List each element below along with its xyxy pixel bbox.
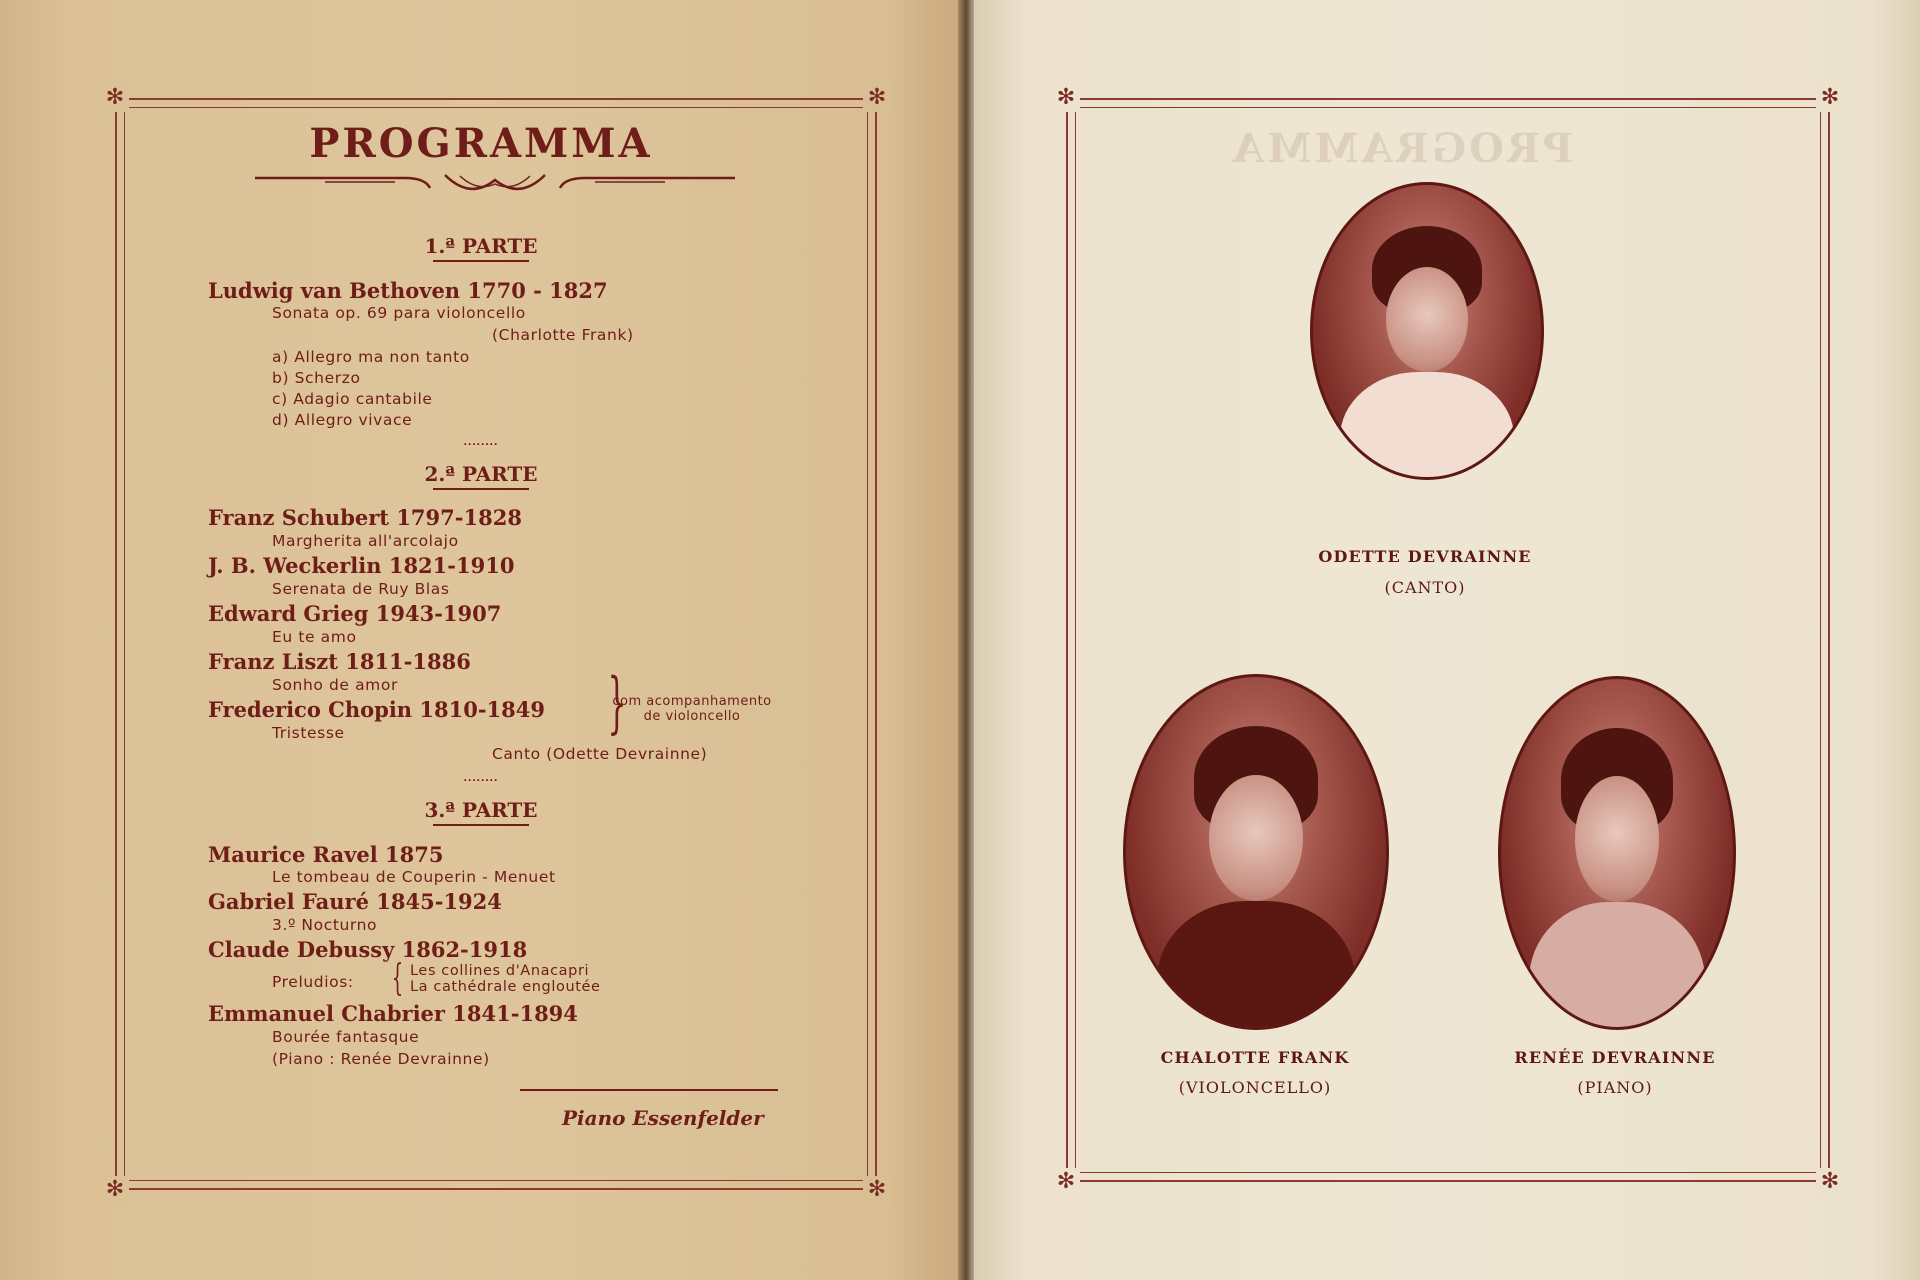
part2-heading: 2.ª PARTE xyxy=(0,462,962,490)
accompaniment-note: com acompanhamento de violoncello xyxy=(612,694,772,724)
title-flourish-icon xyxy=(255,170,735,200)
prelude-title: Les collines d'Anacapri xyxy=(410,963,590,979)
movement-item: a) Allegro ma non tanto xyxy=(272,348,470,366)
performer-credit: Canto (Odette Devrainne) xyxy=(492,745,708,763)
corner-ornament-icon: ✻ xyxy=(863,84,891,112)
piano-maker-credit: Piano Essenfelder xyxy=(562,1106,764,1130)
composer-ravel: Maurice Ravel 1875 xyxy=(208,842,444,867)
performer-credit: (Piano : Renée Devrainne) xyxy=(272,1050,490,1068)
movement-item: b) Scherzo xyxy=(272,369,361,387)
brace-icon: } xyxy=(607,664,627,741)
composer-schubert: Franz Schubert 1797-1828 xyxy=(208,505,522,530)
artist-role: (VIOLONCELLO) xyxy=(1178,1078,1332,1097)
corner-ornament-icon: ✻ xyxy=(1816,84,1844,112)
separator-dots: ........ xyxy=(463,434,499,448)
divider-rule xyxy=(520,1089,778,1091)
corner-ornament-icon: ✻ xyxy=(101,1176,129,1204)
composer-grieg: Edward Grieg 1943-1907 xyxy=(208,601,502,626)
portrait-renee-devrainne xyxy=(1498,676,1736,1030)
corner-ornament-icon: ✻ xyxy=(101,84,129,112)
booklet-spine xyxy=(958,0,974,1280)
performer-credit: (Charlotte Frank) xyxy=(492,326,634,344)
bleed-through-title: PROGRAMMA xyxy=(1230,125,1574,172)
artist-role: (CANTO) xyxy=(1384,578,1466,597)
corner-ornament-icon: ✻ xyxy=(1052,84,1080,112)
brace-icon: { xyxy=(391,958,404,999)
work-title: Margherita all'arcolajo xyxy=(272,532,459,550)
composer-beethoven: Ludwig van Bethoven 1770 - 1827 xyxy=(208,278,608,303)
program-title: PROGRAMMA xyxy=(309,120,653,167)
work-title: Serenata de Ruy Blas xyxy=(272,580,450,598)
work-title: Bourée fantasque xyxy=(272,1028,420,1046)
composer-chabrier: Emmanuel Chabrier 1841-1894 xyxy=(208,1001,578,1026)
work-title: 3.º Nocturno xyxy=(272,916,378,934)
artist-name: RENÉE DEVRAINNE xyxy=(1514,1048,1716,1067)
portrait-odette-devrainne xyxy=(1310,182,1544,480)
part1-heading: 1.ª PARTE xyxy=(0,234,962,262)
work-title: Sonho de amor xyxy=(272,676,398,694)
prelude-title: La cathédrale engloutée xyxy=(410,979,601,995)
artist-name: CHALOTTE FRANK xyxy=(1160,1048,1350,1067)
portrait-chalotte-frank xyxy=(1123,674,1389,1030)
artist-name: ODETTE DEVRAINNE xyxy=(1318,547,1532,566)
corner-ornament-icon: ✻ xyxy=(1816,1168,1844,1196)
composer-debussy: Claude Debussy 1862-1918 xyxy=(208,937,528,962)
composer-weckerlin: J. B. Weckerlin 1821-1910 xyxy=(208,553,515,578)
work-title: Le tombeau de Couperin - Menuet xyxy=(272,868,556,886)
composer-faure: Gabriel Fauré 1845-1924 xyxy=(208,889,502,914)
composer-liszt: Franz Liszt 1811-1886 xyxy=(208,649,471,674)
movement-item: c) Adagio cantabile xyxy=(272,390,433,408)
movement-item: d) Allegro vivace xyxy=(272,411,413,429)
part3-heading: 3.ª PARTE xyxy=(0,798,962,826)
composer-chopin: Frederico Chopin 1810-1849 xyxy=(208,697,545,722)
corner-ornament-icon: ✻ xyxy=(863,1176,891,1204)
corner-ornament-icon: ✻ xyxy=(1052,1168,1080,1196)
work-title: Tristesse xyxy=(272,724,345,742)
work-title: Eu te amo xyxy=(272,628,357,646)
preludios-label: Preludios: xyxy=(272,973,354,991)
work-title: Sonata op. 69 para violoncello xyxy=(272,304,526,322)
separator-dots: ........ xyxy=(463,770,499,784)
artist-role: (PIANO) xyxy=(1577,1078,1653,1097)
